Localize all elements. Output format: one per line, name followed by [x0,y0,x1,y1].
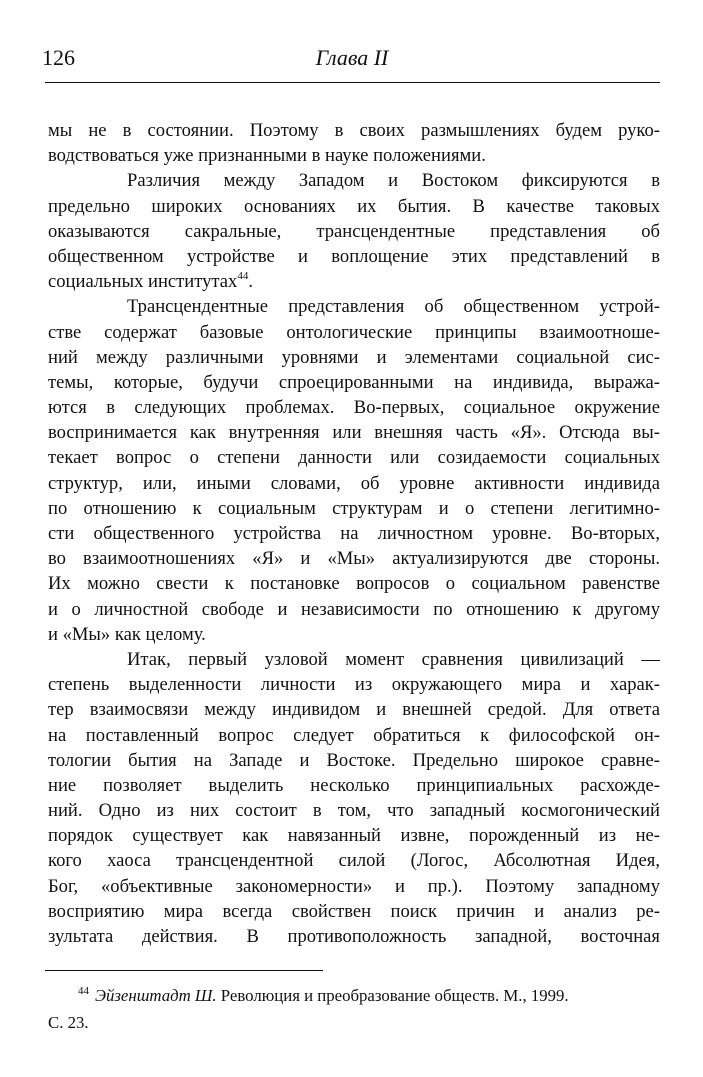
text-line: Бог, «объективные закономерности» и пр.). Поэтому западному [48,875,660,897]
sentence-end: . [248,271,253,293]
chapter-title: Глава II [315,45,389,70]
text-line: Различия между Западом и Востоком фиксируются в [127,170,660,192]
text-line: мы не в состоянии. Поэтому в своих размышлениях будем руко- [48,120,660,141]
text-line: на поставленный вопрос следует обратиться к философской он- [48,724,660,746]
text-line: по отношению к социальным структурам и о степени легитимно- [48,497,660,519]
footnote-author: Эйзенштадт Ш. [95,986,217,1005]
page-header [42,40,662,80]
text-line: Итак, первый узловой момент сравнения цивилизаций — [127,648,660,670]
text-line: кого хаоса трансцендентной силой (Логос, Абсолютная Идея, [48,850,660,872]
text-line: во взаимоотношениях «Я» и «Мы» актуализируются две стороны. [48,548,660,570]
text-line-content: социальных институтах [48,271,238,293]
text-line: предельно широких основаниях их бытия. В качестве таковых [48,195,660,217]
footnote-reference[interactable]: 44 [237,270,249,283]
text-line: оказываются сакральные, трансцендентные представления об [48,220,660,242]
footnote-number: 44 [78,985,89,997]
page-number: 126 [42,45,75,70]
footnote-divider [45,970,323,971]
text-line: степень выделенности личности из окружающего мира и харак- [48,674,660,696]
text-line: ний между различными уровнями и элементами социальной сис- [48,346,660,368]
text-line: тер взаимосвязи между индивидом и внешней средой. Для ответа [48,699,660,721]
text-line: сти общественного устройства на личностном уровне. Во-вторых, [48,523,660,544]
header-divider [45,82,660,83]
text-line: темы, которые, будучи спроецированными на индивида, выража- [48,371,660,393]
text-line: текает вопрос о степени данности или созидаемости социальных [48,447,660,469]
footnote-title: Революция и преобразование обществ. М., 1999. [216,986,569,1005]
text-line: и «Мы» как целому. [48,623,206,645]
main-text [48,118,660,949]
text-line: общественном устройстве и воплощение этих представлений в [48,245,660,267]
text-line: Их можно свести к постановке вопросов о социальном равенстве [48,573,660,595]
text-line: восприятию мира всегда свойствен поиск причин и анализ ре- [48,900,660,922]
text-line: порядок существует как навязанный извне, порожденный из не- [48,825,660,847]
text-line: зультата действия. В противоположность западной, восточная [48,926,660,947]
text-line: ний. Одно из них состоит в том, что западный космогонический [48,800,660,822]
text-line: Трансцендентные представления об общественном устрой- [127,296,660,318]
text-line: ются в следующих проблемах. Во-первых, социальное окружение [48,397,660,419]
text-line: ние позволяет выделить несколько принципиальных расхожде- [48,774,660,796]
text-line: структур, или, иными словами, об уровне активности индивида [48,472,660,494]
footnote-line [48,982,660,1009]
text-line: тологии бытия на Западе и Востоке. Предельно широкое сравне- [48,749,660,771]
text-line: стве содержат базовые онтологические принципы взаимоотноше- [48,321,660,343]
text-line: воспринимается как внутренняя или внешняя часть «Я». Отсюда вы- [48,422,660,444]
footnote-page: С. 23. [48,1013,89,1032]
footnote [48,982,660,1036]
text-line: водствоваться уже признанными в науке положениями. [48,145,486,167]
text-line: и о личностной свободе и независимости по отношению к другому [48,598,660,620]
text-line-with-footnote [48,269,660,294]
